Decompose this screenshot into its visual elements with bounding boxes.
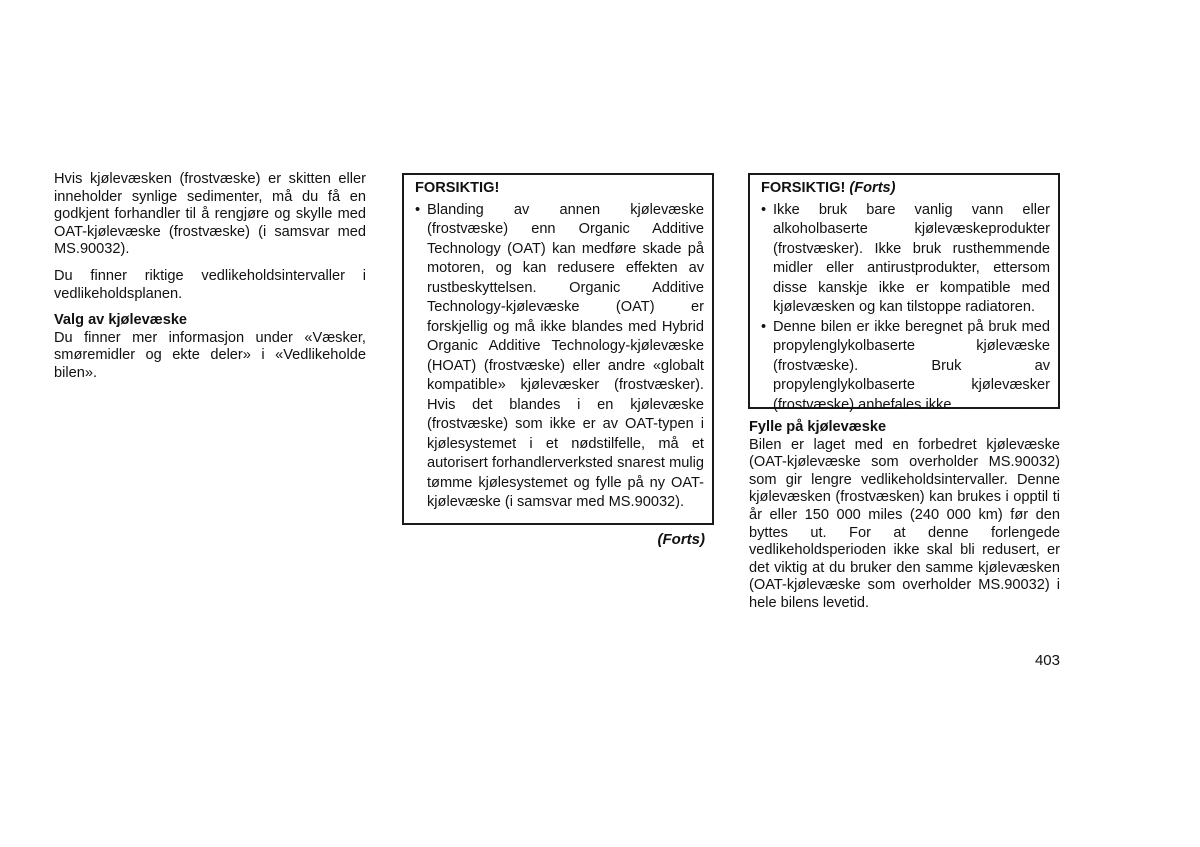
right-column [749,419,1060,622]
caution-item [761,201,1050,318]
caution-title: FORSIKTIG! [415,180,500,196]
coolant-selection-paragraph: Du finner mer informasjon under «Væsker, smøremidler og ekte deler» i «Vedlikeholde bilen». [54,329,366,381]
caution-item [415,201,704,513]
bullet-icon: • [761,318,767,335]
caution-title-continued [761,179,1050,199]
caution-item-text: Blanding av annen kjølevæske (frostvæske) enn Organic Additive Technology (OAT) kan medføre skade på motoren, og kan redusere effekten av rustbeskyttelsen. Organic Additive Technology-kjølevæske (OAT) er forskjellig og må ikke blandes med Hybrid Organic Additive Technology-kjølevæske (HOAT) (frostvæske) eller andre «globalt kompatible» kjølevæsker (frostvæsker). Hvis det blandes i en kjølevæske (frostvæske) som ikke er av OAT-typen i kjølesystemet i et nødstilfelle, må et autorisert forhandlerverksted snarest mulig tømme kjølesystemet og fylle på ny OAT-kjølevæske (i samsvar med MS.90032). [427,201,704,510]
left-column [54,171,366,392]
bullet-icon: • [761,201,767,218]
maintenance-interval-paragraph: Du finner riktige vedlikeholdsintervaller i vedlikeholdsplanen. [54,267,366,302]
page-number: 403 [1034,652,1060,669]
caution-item-text: Denne bilen er ikke beregnet på bruk med propylenglykolbaserte kjølevæske (frostvæske). Bruk av propylenglykolbaserte kjølevæsker (frostvæske) anbefales ikke. [773,318,1050,413]
filling-coolant-paragraph: Bilen er laget med en forbedret kjølevæske (OAT-kjølevæske som overholder MS.90032) som gir lengre vedlikeholdsintervaller. Denne kjølevæsken (frostvæsken) kan brukes i opptil ti år eller 150 000 miles (240 000 km) før den byttes ut. For at denne forlengede vedlikeholdsperioden ikke skal bli redusert, er det viktig at du bruker den samme kjølevæsken (OAT-kjølevæske som overholder MS.90032) i hele bilens levetid. [749,436,1060,611]
caution-item [761,318,1050,416]
caution-box [402,173,714,525]
continued-marker: (Forts) [849,180,896,196]
caution-box-continued [748,173,1060,413]
bullet-icon: • [415,201,421,218]
caution-item-text: Ikke bruk bare vanlig vann eller alkoholbaserte kjølevæskeprodukter (frostvæsker). Ikke bruk rusthemmende midler eller antirustprodukter, ettersom disse kanskje ikke er kompatible med kjølevæsken og kan tilstoppe radiatoren. [773,201,1050,315]
coolant-dirty-paragraph: Hvis kjølevæsken (frostvæske) er skitten eller inneholder synlige sedimenter, må du få en godkjent forhandler til å rengjøre og skylle med OAT-kjølevæske (frostvæske) (i samsvar med MS.90032). [54,171,366,258]
caution-title: FORSIKTIG! [761,180,846,196]
continued-label: (Forts) [657,531,705,548]
coolant-selection-heading: Valg av kjølevæske [54,312,188,329]
filling-coolant-heading: Fylle på kjølevæske [749,419,887,435]
